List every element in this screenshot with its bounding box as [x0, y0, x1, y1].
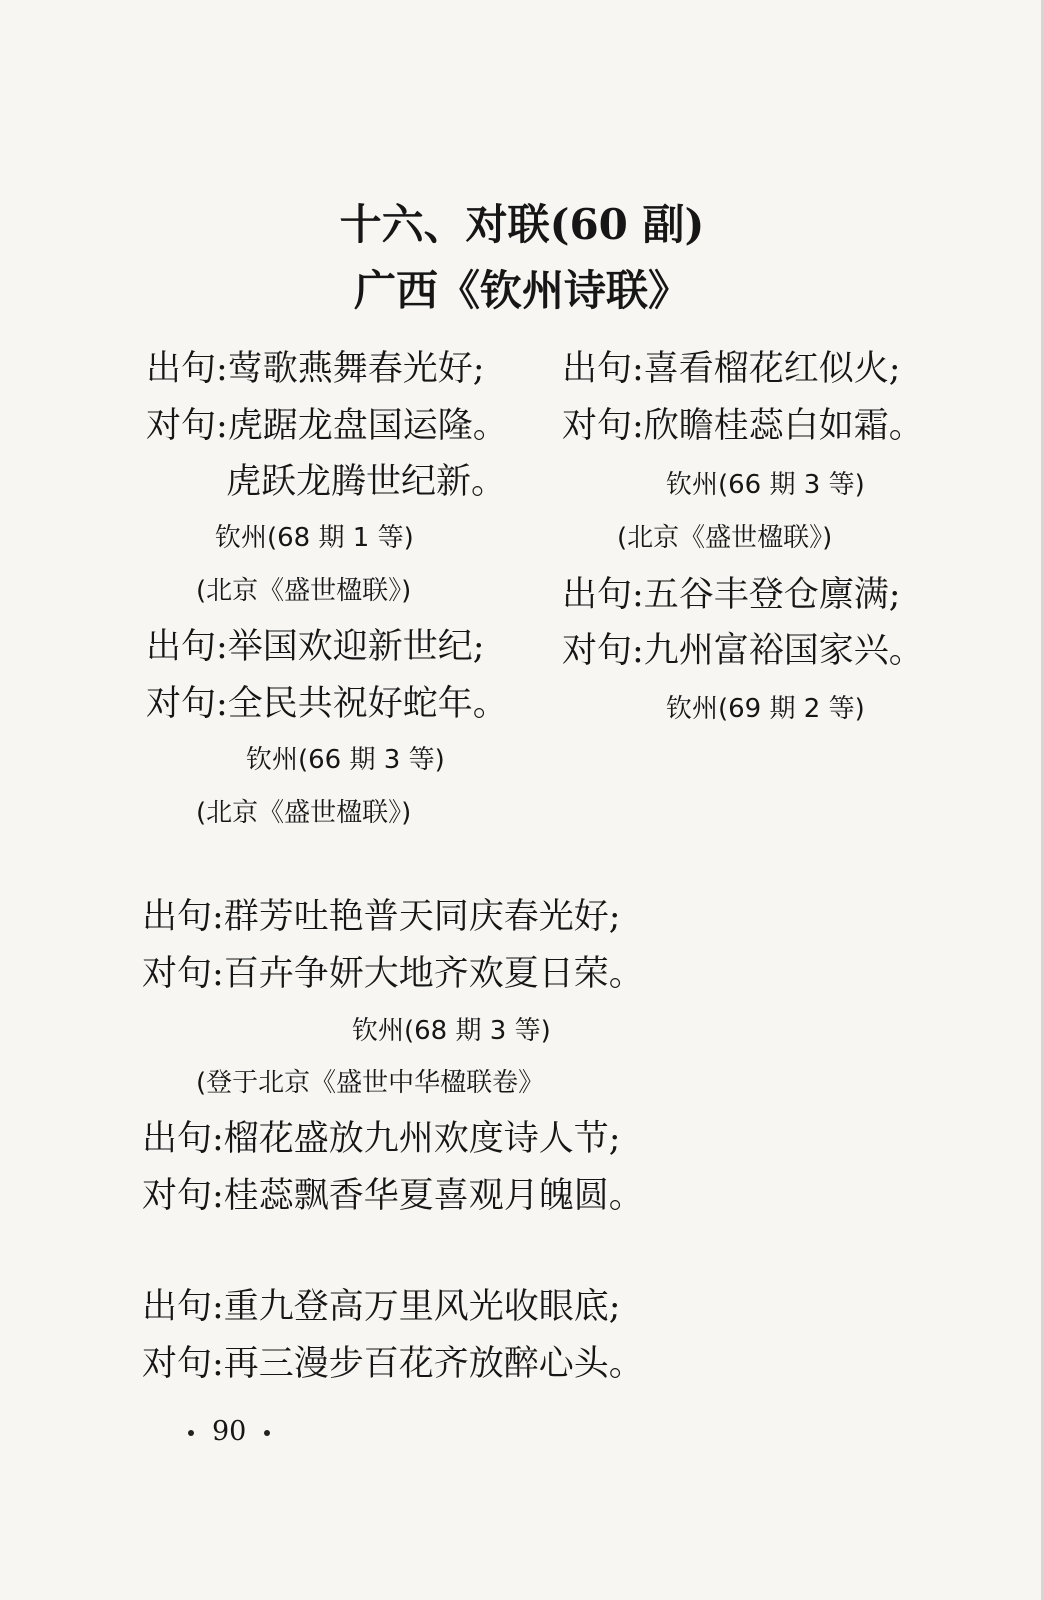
left-couplet-1-publication: (北京《盛世楹联》): [196, 576, 412, 606]
left-couplet-1-alt: 虎跃龙腾世纪新。: [226, 462, 507, 502]
right-couplet-2-source: 钦州(69 期 2 等): [666, 694, 865, 724]
right-couplet-1-out: 出句:喜看榴花红似火;: [562, 349, 901, 389]
left-couplet-2-source: 钦州(66 期 3 等): [246, 745, 445, 775]
page-number-text: 90: [212, 1416, 247, 1447]
full-couplet-3-out: 出句:重九登高万里风光收眼底;: [142, 1287, 621, 1327]
left-couplet-1-out: 出句:莺歌燕舞春光好;: [146, 349, 485, 389]
right-couplet-2-resp: 对句:九州富裕国家兴。: [562, 631, 924, 671]
dot-icon: [264, 1430, 270, 1436]
dot-icon: [188, 1430, 194, 1436]
section-subtitle: 广西《钦州诗联》: [353, 266, 690, 315]
full-couplet-1-out: 出句:群芳吐艳普天同庆春光好;: [142, 897, 621, 937]
full-couplet-1-resp: 对句:百卉争妍大地齐欢夏日荣。: [142, 954, 644, 994]
right-couplet-2-out: 出句:五谷丰登仓廪满;: [562, 575, 901, 615]
left-couplet-2-out: 出句:举国欢迎新世纪;: [146, 627, 485, 667]
right-couplet-1-source: 钦州(66 期 3 等): [666, 470, 865, 500]
left-couplet-1-source: 钦州(68 期 1 等): [215, 523, 414, 553]
right-couplet-1-resp: 对句:欣瞻桂蕊白如霜。: [562, 406, 924, 446]
full-couplet-1-publication: (登于北京《盛世中华楹联卷》: [196, 1068, 545, 1098]
left-couplet-2-publication: (北京《盛世楹联》): [196, 798, 412, 828]
right-couplet-1-publication: (北京《盛世楹联》): [617, 523, 833, 553]
full-couplet-3-resp: 对句:再三漫步百花齐放醉心头。: [142, 1344, 644, 1384]
full-couplet-1-source: 钦州(68 期 3 等): [352, 1016, 551, 1046]
page-number: [170, 1416, 288, 1447]
left-couplet-1-resp: 对句:虎踞龙盘国运隆。: [146, 406, 508, 446]
full-couplet-2-out: 出句:榴花盛放九州欢度诗人节;: [142, 1119, 621, 1159]
full-couplet-2-resp: 对句:桂蕊飘香华夏喜观月魄圆。: [142, 1176, 644, 1216]
left-couplet-2-resp: 对句:全民共祝好蛇年。: [146, 684, 508, 724]
section-title: 十六、对联(60 副): [339, 200, 705, 249]
